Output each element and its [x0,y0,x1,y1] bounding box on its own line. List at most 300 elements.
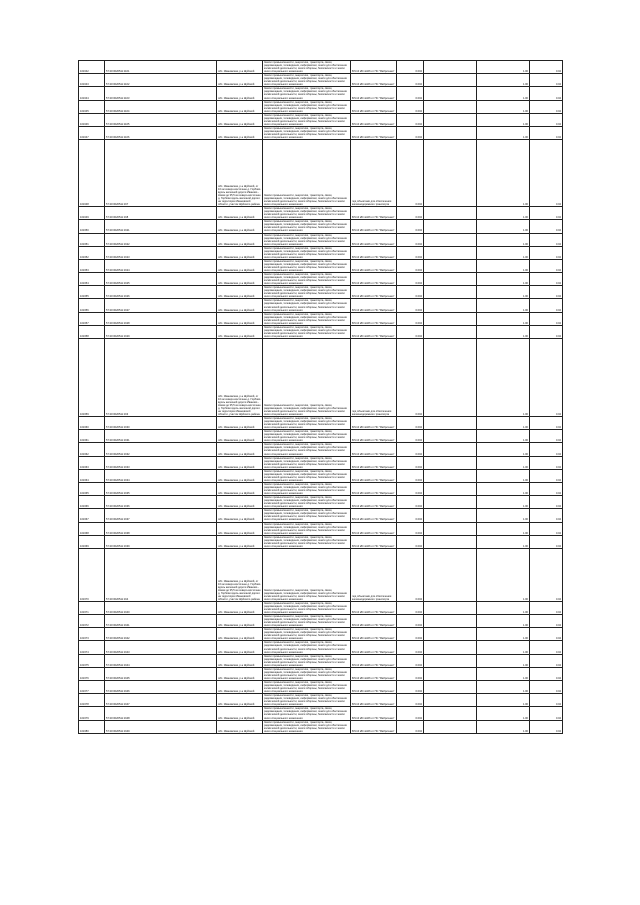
location-cell: обл. Ивановская, р-н Шуйский [217,259,263,272]
table-row [79,535,563,548]
row-id-cell: 101675 [79,654,105,667]
table-row [79,496,563,509]
value-cell: 0.04 [530,535,563,548]
table-row [79,259,563,272]
location-cell: обл. Ивановская, р-н Шуйский [217,667,263,680]
cadastral-number-cell: 57:20:0020511:1163 [105,87,217,100]
area-cell: 0.004 [397,707,424,720]
empty-cell [424,325,477,338]
share-cell: 1.00 [477,259,530,272]
table-row [79,220,563,233]
empty-cell [424,87,477,100]
permitted-use-cell: ВЛ-10 кВ №106 от ПС "Фабричная" [351,628,397,641]
share-cell: 1.00 [477,339,530,417]
row-id-cell: 101651 [79,233,105,246]
location-cell: обл. Ивановская, р-н Шуйский [217,469,263,482]
permitted-use-cell: ВЛ-10 кВ №106 от ПС "Фабричная" [351,312,397,325]
land-category-cell: Земли промышленности, энергетики, транспорта, связи, радиовещания, телевидения, информатики, земли для обеспечения космической деятельности, земли обороны, безопасности и земли иного специального назначения [263,312,351,325]
area-cell: 0.004 [397,681,424,694]
row-id-cell: 101647 [79,126,105,139]
empty-cell [424,417,477,430]
area-cell: 0.004 [397,273,424,286]
permitted-use-cell: ВЛ-10 кВ №106 от ПС "Фабричная" [351,430,397,443]
empty-cell [424,641,477,654]
empty-cell [424,707,477,720]
table-row [79,443,563,456]
row-id-cell: 101654 [79,273,105,286]
location-cell: обл. Ивановская, р-н Шуйский [217,417,263,430]
value-cell: 0.04 [530,641,563,654]
table-row [79,720,563,733]
cadastral-number-cell: 57:20:0020511:1627 [105,299,217,312]
value-cell: 0.04 [530,654,563,667]
share-cell: 1.00 [477,286,530,299]
table-row [79,312,563,325]
area-cell: 0.004 [397,140,424,207]
location-cell: обл. Ивановская, р-н Шуйский [217,707,263,720]
empty-cell [424,681,477,694]
cadastral-number-cell: 57:20:0020511:168 [105,207,217,220]
value-cell: 0.04 [530,430,563,443]
table-row [79,601,563,614]
area-cell: 0.004 [397,61,424,74]
empty-cell [424,339,477,417]
permitted-use-cell: ВЛ-10 кВ №106 от ПС "Фабричная" [351,273,397,286]
value-cell: 0.04 [530,509,563,522]
empty-cell [424,259,477,272]
row-id-cell: 101646 [79,113,105,126]
cadastral-number-cell: 57:20:0020511:1624 [105,259,217,272]
share-cell: 1.00 [477,417,530,430]
row-id-cell: 101657 [79,312,105,325]
permitted-use-cell: ВЛ-10 кВ №106 от ПС "Фабричная" [351,535,397,548]
cadastral-number-cell: 57:20:0020511:1646 [105,681,217,694]
share-cell: 1.00 [477,720,530,733]
value-cell: 0.04 [530,87,563,100]
share-cell: 1.00 [477,694,530,707]
cadastral-number-cell: 57:20:0020511:164 [105,548,217,601]
empty-cell [424,220,477,233]
location-cell: обл. Ивановская, р-н Шуйский [217,207,263,220]
cadastral-number-cell: 57:20:0020511:1633 [105,456,217,469]
value-cell: 0.04 [530,456,563,469]
permitted-use-cell: ВЛ-10 кВ №106 от ПС "Фабричная" [351,456,397,469]
permitted-use-cell: ВЛ-10 кВ №106 от ПС "Фабричная" [351,509,397,522]
cadastral-number-cell: 57:20:0020511:1162 [105,74,217,87]
share-cell: 1.00 [477,654,530,667]
permitted-use-cell: ВЛ-10 кВ №106 от ПС "Фабричная" [351,601,397,614]
location-cell: обл. Ивановская, р-н Шуйский [217,286,263,299]
cadastral-number-cell: 57:20:0020511:1642 [105,628,217,641]
value-cell: 0.04 [530,61,563,74]
table-row [79,430,563,443]
table-row [79,246,563,259]
cadastral-number-cell: 57:20:0020511:1623 [105,246,217,259]
permitted-use-cell: ВЛ-10 кВ №106 от ПС "Фабричная" [351,126,397,139]
land-category-cell: Земли промышленности, энергетики, транспорта, связи, радиовещания, телевидения, информатики, земли для обеспечения космической деятельности, земли обороны, безопасности и земли иного специального назначения [263,615,351,628]
empty-cell [424,61,477,74]
row-id-cell: 101644 [79,87,105,100]
permitted-use-cell: ВЛ-10 кВ №106 от ПС "Фабричная" [351,61,397,74]
permitted-use-cell: ВЛ-10 кВ №106 от ПС "Фабричная" [351,654,397,667]
table-row [79,654,563,667]
cadastral-number-cell: 57:20:0020511:1632 [105,443,217,456]
table-body [79,61,563,734]
cadastral-number-cell: 57:20:0020511:1628 [105,312,217,325]
share-cell: 1.00 [477,61,530,74]
share-cell: 1.00 [477,273,530,286]
location-cell: обл. Ивановская, р-н Шуйский [217,509,263,522]
value-cell: 0.04 [530,720,563,733]
value-cell: 0.04 [530,259,563,272]
table-row [79,482,563,495]
value-cell: 0.04 [530,246,563,259]
empty-cell [424,654,477,667]
value-cell: 0.04 [530,126,563,139]
table-row [79,456,563,469]
land-category-cell: Земли промышленности, энергетики, транспорта, связи, радиовещания, телевидения, информатики, земли для обеспечения космической деятельности, земли обороны, безопасности и земли иного специального назначения [263,207,351,220]
permitted-use-cell: ВЛ-10 кВ №106 от ПС "Фабричная" [351,299,397,312]
cadastral-number-cell: 57:20:0020511:1645 [105,667,217,680]
value-cell: 0.04 [530,522,563,535]
share-cell: 1.00 [477,312,530,325]
value-cell: 0.04 [530,496,563,509]
table-row [79,522,563,535]
row-id-cell: 101668 [79,522,105,535]
permitted-use-cell: под объектами для обеспечения железнодорожного транспорта [351,548,397,601]
land-category-cell: Земли промышленности, энергетики, транспорта, связи, радиовещания, телевидения, информатики, земли для обеспечения космической деятельности, земли обороны, безопасности и земли иного специального назначения [263,259,351,272]
table-row [79,707,563,720]
share-cell: 1.00 [477,535,530,548]
share-cell: 1.00 [477,456,530,469]
land-category-cell: Земли промышленности, энергетики, транспорта, связи, радиовещания, телевидения, информатики, земли для обеспечения космической деятельности, земли обороны, безопасности и земли иного специального назначения [263,140,351,207]
location-cell: обл. Ивановская, р-н Шуйский, от 10 км северо-восточнее д. Горбово вдоль железной дороги Иваново - Новки до 35,5 км северо-восточнее д. Горбово вдоль железной дороги на территории Ивановской области, участок Шуйского района [217,548,263,601]
row-id-cell: 101667 [79,509,105,522]
row-id-cell: 101672 [79,615,105,628]
row-id-cell: 101661 [79,430,105,443]
empty-cell [424,628,477,641]
location-cell: обл. Ивановская, р-н Шуйский [217,233,263,246]
cadastral-number-cell: 57:20:0020511:1636 [105,496,217,509]
row-id-cell: 101679 [79,707,105,720]
area-cell: 0.004 [397,100,424,113]
land-category-cell: Земли промышленности, энергетики, транспорта, связи, радиовещания, телевидения, информатики, земли для обеспечения космической деятельности, земли обороны, безопасности и земли иного специального назначения [263,273,351,286]
value-cell: 0.04 [530,443,563,456]
table-row [79,126,563,139]
permitted-use-cell: ВЛ-10 кВ №106 от ПС "Фабричная" [351,482,397,495]
cadastral-number-cell: 57:20:0020511:1649 [105,720,217,733]
empty-cell [424,126,477,139]
land-category-cell: Земли промышленности, энергетики, транспорта, связи, радиовещания, телевидения, информатики, земли для обеспечения космической деятельности, земли обороны, безопасности и земли иного специального назначения [263,694,351,707]
land-category-cell: Земли промышленности, энергетики, транспорта, связи, радиовещания, телевидения, информатики, земли для обеспечения космической деятельности, земли обороны, безопасности и земли иного специального назначения [263,246,351,259]
land-category-cell: Земли промышленности, энергетики, транспорта, связи, радиовещания, телевидения, информатики, земли для обеспечения космической деятельности, земли обороны, безопасности и земли иного специального назначения [263,126,351,139]
value-cell: 0.04 [530,667,563,680]
location-cell: обл. Ивановская, р-н Шуйский [217,246,263,259]
table-row [79,628,563,641]
share-cell: 1.00 [477,667,530,680]
location-cell: обл. Ивановская, р-н Шуйский [217,654,263,667]
area-cell: 0.004 [397,641,424,654]
cadastral-number-cell: 57:20:0020511:1637 [105,509,217,522]
area-cell: 0.004 [397,456,424,469]
area-cell: 0.004 [397,207,424,220]
land-category-cell: Земли промышленности, энергетики, транспорта, связи, радиовещания, телевидения, информатики, земли для обеспечения космической деятельности, земли обороны, безопасности и земли иного специального назначения [263,720,351,733]
share-cell: 1.00 [477,233,530,246]
empty-cell [424,207,477,220]
permitted-use-cell: ВЛ-10 кВ №106 от ПС "Фабричная" [351,615,397,628]
land-category-cell: Земли промышленности, энергетики, транспорта, связи, радиовещания, телевидения, информатики, земли для обеспечения космической деятельности, земли обороны, безопасности и земли иного специального назначения [263,430,351,443]
land-category-cell: Земли промышленности, энергетики, транспорта, связи, радиовещания, телевидения, информатики, земли для обеспечения космической деятельности, земли обороны, безопасности и земли иного специального назначения [263,61,351,74]
empty-cell [424,233,477,246]
document-sheet [78,60,562,734]
area-cell: 0.004 [397,325,424,338]
value-cell: 0.04 [530,548,563,601]
location-cell: обл. Ивановская, р-н Шуйский, от 10 км северо-восточнее д. Горбово вдоль железной дороги Иваново - Новки до 35,5 км северо-восточнее д. Горбово вдоль железной дороги на территории Ивановской области, участок Шуйского района [217,140,263,207]
cadastral-number-cell: 57:20:0020511:1648 [105,707,217,720]
land-category-cell: Земли промышленности, энергетики, транспорта, связи, радиовещания, телевидения, информатики, земли для обеспечения космической деятельности, земли обороны, безопасности и земли иного специального назначения [263,286,351,299]
share-cell: 1.00 [477,207,530,220]
row-id-cell: 101659 [79,339,105,417]
row-id-cell: 101676 [79,667,105,680]
row-id-cell: 101677 [79,681,105,694]
location-cell: обл. Ивановская, р-н Шуйский [217,312,263,325]
share-cell: 1.00 [477,299,530,312]
area-cell: 0.004 [397,430,424,443]
land-category-cell: Земли промышленности, энергетики, транспорта, связи, радиовещания, телевидения, информатики, земли для обеспечения космической деятельности, земли обороны, безопасности и земли иного специального назначения [263,482,351,495]
row-id-cell: 101653 [79,259,105,272]
cadastral-number-cell: 57:20:0020511:163 [105,339,217,417]
area-cell: 0.004 [397,522,424,535]
permitted-use-cell: ВЛ-10 кВ №106 от ПС "Фабричная" [351,246,397,259]
row-id-cell: 101680 [79,720,105,733]
location-cell: обл. Ивановская, р-н Шуйский [217,496,263,509]
value-cell: 0.04 [530,100,563,113]
table-row [79,417,563,430]
table-row [79,325,563,338]
cadastral-number-cell: 57:20:0020511:1621 [105,220,217,233]
value-cell: 0.04 [530,707,563,720]
empty-cell [424,535,477,548]
area-cell: 0.004 [397,286,424,299]
table-row [79,694,563,707]
value-cell: 0.04 [530,469,563,482]
area-cell: 0.004 [397,233,424,246]
empty-cell [424,522,477,535]
value-cell: 0.04 [530,113,563,126]
row-id-cell: 101671 [79,601,105,614]
location-cell: обл. Ивановская, р-н Шуйский, от 10 км северо-восточнее д. Горбово вдоль железной дороги Иваново - Новки до 35,5 км северо-восточнее д. Горбово вдоль железной дороги на территории Ивановской области, участок Шуйского района [217,339,263,417]
permitted-use-cell: ВЛ-10 кВ №106 от ПС "Фабричная" [351,74,397,87]
table-row [79,641,563,654]
location-cell: обл. Ивановская, р-н Шуйский [217,601,263,614]
empty-cell [424,720,477,733]
area-cell: 0.004 [397,312,424,325]
permitted-use-cell: ВЛ-10 кВ №106 от ПС "Фабричная" [351,667,397,680]
empty-cell [424,482,477,495]
permitted-use-cell: ВЛ-10 кВ №106 от ПС "Фабричная" [351,286,397,299]
empty-cell [424,615,477,628]
location-cell: обл. Ивановская, р-н Шуйский [217,641,263,654]
land-category-cell: Земли промышленности, энергетики, транспорта, связи, радиовещания, телевидения, информатики, земли для обеспечения космической деятельности, земли обороны, безопасности и земли иного специального назначения [263,681,351,694]
area-cell: 0.004 [397,417,424,430]
cadastral-number-cell: 57:20:0020511:1643 [105,641,217,654]
row-id-cell: 101645 [79,100,105,113]
permitted-use-cell: ВЛ-10 кВ №106 от ПС "Фабричная" [351,220,397,233]
cadastral-number-cell: 57:20:0020511:1647 [105,694,217,707]
location-cell: обл. Ивановская, р-н Шуйский [217,694,263,707]
share-cell: 1.00 [477,246,530,259]
share-cell: 1.00 [477,509,530,522]
share-cell: 1.00 [477,100,530,113]
empty-cell [424,694,477,707]
area-cell: 0.004 [397,496,424,509]
cadastral-number-cell: 57:20:0020511:1630 [105,417,217,430]
empty-cell [424,74,477,87]
table-row [79,469,563,482]
cadastral-number-cell: 57:20:0020511:1629 [105,325,217,338]
location-cell: обл. Ивановская, р-н Шуйский [217,681,263,694]
table-row [79,339,563,417]
cadastral-number-cell: 57:20:0020511:1622 [105,233,217,246]
area-cell: 0.004 [397,74,424,87]
land-category-cell: Земли промышленности, энергетики, транспорта, связи, радиовещания, телевидения, информатики, земли для обеспечения космической деятельности, земли обороны, безопасности и земли иного специального назначения [263,707,351,720]
empty-cell [424,496,477,509]
land-category-cell: Земли промышленности, энергетики, транспорта, связи, радиовещания, телевидения, информатики, земли для обеспечения космической деятельности, земли обороны, безопасности и земли иного специального назначения [263,654,351,667]
land-category-cell: Земли промышленности, энергетики, транспорта, связи, радиовещания, телевидения, информатики, земли для обеспечения космической деятельности, земли обороны, безопасности и земли иного специального назначения [263,469,351,482]
share-cell: 1.00 [477,469,530,482]
table-row [79,87,563,100]
area-cell: 0.004 [397,628,424,641]
permitted-use-cell: ВЛ-10 кВ №106 от ПС "Фабричная" [351,681,397,694]
share-cell: 1.00 [477,443,530,456]
permitted-use-cell: ВЛ-10 кВ №106 от ПС "Фабричная" [351,469,397,482]
value-cell: 0.04 [530,312,563,325]
location-cell: обл. Ивановская, р-н Шуйский [217,443,263,456]
empty-cell [424,548,477,601]
cadastral-number-cell: 57:20:0020511:1634 [105,469,217,482]
area-cell: 0.004 [397,443,424,456]
permitted-use-cell: ВЛ-10 кВ №106 от ПС "Фабричная" [351,259,397,272]
permitted-use-cell: ВЛ-10 кВ №106 от ПС "Фабричная" [351,100,397,113]
share-cell: 1.00 [477,126,530,139]
land-category-cell: Земли промышленности, энергетики, транспорта, связи, радиовещания, телевидения, информатики, земли для обеспечения космической деятельности, земли обороны, безопасности и земли иного специального назначения [263,220,351,233]
permitted-use-cell: ВЛ-10 кВ №106 от ПС "Фабричная" [351,694,397,707]
location-cell: обл. Ивановская, р-н Шуйский [217,325,263,338]
value-cell: 0.04 [530,417,563,430]
area-cell: 0.004 [397,299,424,312]
land-category-cell: Земли промышленности, энергетики, транспорта, связи, радиовещания, телевидения, информатики, земли для обеспечения космической деятельности, земли обороны, безопасности и земли иного специального назначения [263,299,351,312]
area-cell: 0.004 [397,694,424,707]
cadastral-number-cell: 57:20:0020511:1641 [105,615,217,628]
table-row [79,207,563,220]
land-category-cell: Земли промышленности, энергетики, транспорта, связи, радиовещания, телевидения, информатики, земли для обеспечения космической деятельности, земли обороны, безопасности и земли иного специального назначения [263,417,351,430]
area-cell: 0.004 [397,601,424,614]
row-id-cell: 101650 [79,220,105,233]
share-cell: 1.00 [477,548,530,601]
cadastral-number-cell: 57:20:0020511:1625 [105,273,217,286]
share-cell: 1.00 [477,496,530,509]
permitted-use-cell: под объектами для обеспечения железнодорожного транспорта [351,140,397,207]
row-id-cell: 101660 [79,417,105,430]
cadastral-number-cell: 57:20:0020511:1640 [105,601,217,614]
value-cell: 0.04 [530,615,563,628]
land-category-cell: Земли промышленности, энергетики, транспорта, связи, радиовещания, телевидения, информатики, земли для обеспечения космической деятельности, земли обороны, безопасности и земли иного специального назначения [263,74,351,87]
area-cell: 0.004 [397,469,424,482]
location-cell: обл. Ивановская, р-н Шуйский [217,456,263,469]
land-category-cell: Земли промышленности, энергетики, транспорта, связи, радиовещания, телевидения, информатики, земли для обеспечения космической деятельности, земли обороны, безопасности и земли иного специального назначения [263,87,351,100]
value-cell: 0.04 [530,286,563,299]
row-id-cell: 101655 [79,286,105,299]
cadastral-number-cell: 57:20:0020511:1161 [105,61,217,74]
location-cell: обл. Ивановская, р-н Шуйский [217,273,263,286]
share-cell: 1.00 [477,220,530,233]
area-cell: 0.004 [397,113,424,126]
location-cell: обл. Ивановская, р-н Шуйский [217,74,263,87]
share-cell: 1.00 [477,707,530,720]
share-cell: 1.00 [477,482,530,495]
cadastral-number-cell: 57:20:0020511:1165 [105,113,217,126]
land-category-cell: Земли промышленности, энергетики, транспорта, связи, радиовещания, телевидения, информатики, земли для обеспечения космической деятельности, земли обороны, безопасности и земли иного специального назначения [263,628,351,641]
row-id-cell: 101662 [79,443,105,456]
cadastral-number-cell: 57:20:0020511:1644 [105,654,217,667]
table-row [79,113,563,126]
share-cell: 1.00 [477,615,530,628]
cadastral-number-cell: 57:20:0020511:1166 [105,126,217,139]
area-cell: 0.004 [397,339,424,417]
row-id-cell: 101656 [79,299,105,312]
empty-cell [424,100,477,113]
value-cell: 0.04 [530,233,563,246]
permitted-use-cell: ВЛ-10 кВ №106 от ПС "Фабричная" [351,113,397,126]
permitted-use-cell: ВЛ-10 кВ №106 от ПС "Фабричная" [351,641,397,654]
value-cell: 0.04 [530,299,563,312]
land-category-cell: Земли промышленности, энергетики, транспорта, связи, радиовещания, телевидения, информатики, земли для обеспечения космической деятельности, земли обороны, безопасности и земли иного специального назначения [263,522,351,535]
share-cell: 1.00 [477,641,530,654]
empty-cell [424,312,477,325]
permitted-use-cell: ВЛ-10 кВ №106 от ПС "Фабричная" [351,443,397,456]
empty-cell [424,246,477,259]
permitted-use-cell: ВЛ-10 кВ №106 от ПС "Фабричная" [351,707,397,720]
location-cell: обл. Ивановская, р-н Шуйский [217,482,263,495]
land-category-cell: Земли промышленности, энергетики, транспорта, связи, радиовещания, телевидения, информатики, земли для обеспечения космической деятельности, земли обороны, безопасности и земли иного специального назначения [263,509,351,522]
location-cell: обл. Ивановская, р-н Шуйский [217,113,263,126]
area-cell: 0.004 [397,259,424,272]
share-cell: 1.00 [477,87,530,100]
permitted-use-cell: ВЛ-10 кВ №106 от ПС "Фабричная" [351,496,397,509]
row-id-cell: 101673 [79,628,105,641]
area-cell: 0.004 [397,87,424,100]
area-cell: 0.004 [397,720,424,733]
value-cell: 0.04 [530,140,563,207]
land-register-table [78,60,563,734]
row-id-cell: 101649 [79,207,105,220]
empty-cell [424,286,477,299]
area-cell: 0.004 [397,220,424,233]
table-row [79,273,563,286]
value-cell: 0.04 [530,628,563,641]
value-cell: 0.04 [530,482,563,495]
area-cell: 0.004 [397,548,424,601]
table-row [79,140,563,207]
land-category-cell: Земли промышленности, энергетики, транспорта, связи, радиовещания, телевидения, информатики, земли для обеспечения космической деятельности, земли обороны, безопасности и земли иного специального назначения [263,641,351,654]
empty-cell [424,469,477,482]
share-cell: 1.00 [477,522,530,535]
empty-cell [424,113,477,126]
permitted-use-cell: ВЛ-10 кВ №106 от ПС "Фабричная" [351,720,397,733]
cadastral-number-cell: 57:20:0020511:167 [105,140,217,207]
empty-cell [424,430,477,443]
empty-cell [424,140,477,207]
